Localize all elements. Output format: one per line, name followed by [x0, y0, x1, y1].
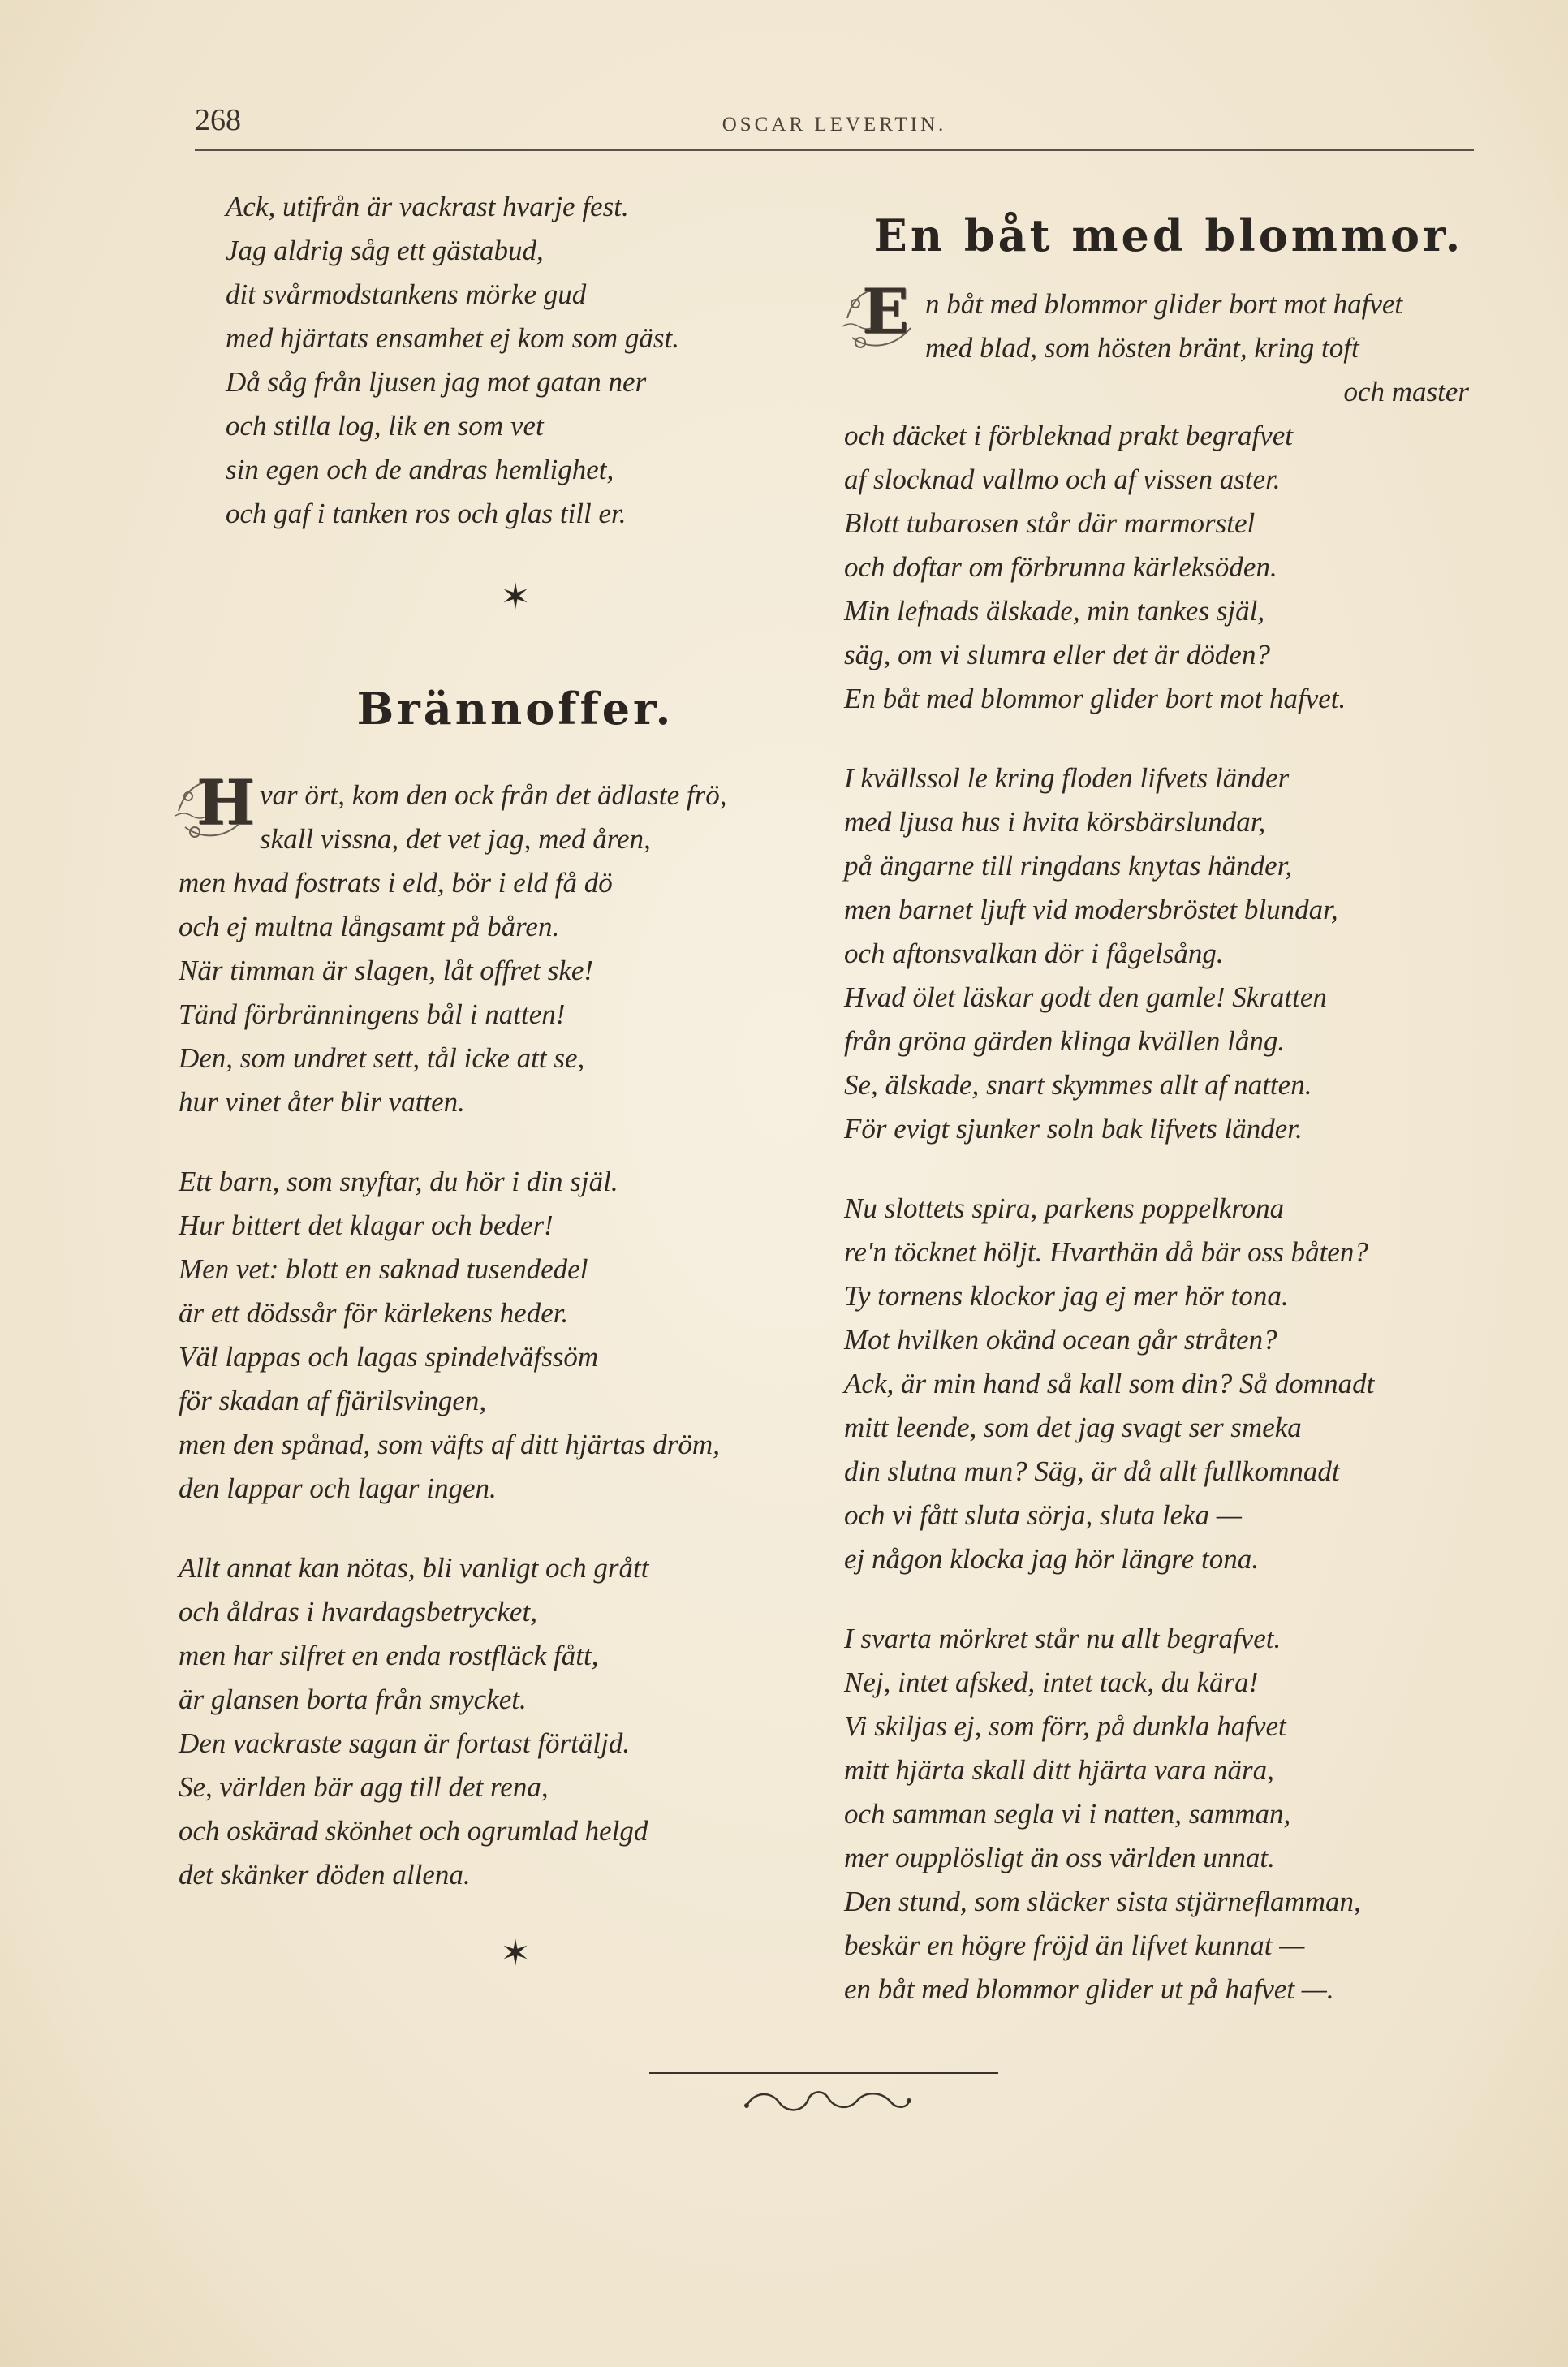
poem-line: Allt annat kan nötas, bli vanligt och grått — [179, 1552, 649, 1584]
stanza — [179, 1546, 820, 1897]
stanza — [179, 185, 820, 536]
dropcap-line — [179, 766, 820, 861]
poem-line: och aftonsvalkan dör i fågelsång. — [844, 938, 1224, 969]
poem-line: är ett dödssår för kärlekens heder. — [179, 1297, 569, 1329]
poem-title: Brännoffer. — [356, 683, 674, 735]
poem-line: med hjärtats ensamhet ej kom som gäst. — [226, 322, 679, 354]
stanza — [844, 275, 1493, 721]
poem-line: hur vinet åter blir vatten. — [179, 1086, 465, 1118]
poem-line: Den, som undret sett, tål icke att se, — [179, 1042, 585, 1074]
poem-line: beskär en högre fröjd än lifvet kunnat — — [844, 1929, 1305, 1961]
tailpiece-ornament — [649, 2065, 998, 2130]
poem-line: En båt med blommor glider bort mot hafvet. — [844, 683, 1346, 714]
poem-line: Ett barn, som snyftar, du hör i din själ. — [179, 1166, 618, 1197]
poem-line: och stilla log, lik en som vet — [226, 410, 544, 442]
poem-line: är glansen borta från smycket. — [179, 1684, 527, 1715]
poem-line: din slutna mun? Säg, är då allt fullkomnadt — [844, 1455, 1340, 1487]
poem-line: men hvad fostrats i eld, bör i eld få dö — [179, 867, 613, 899]
poem-line: och däcket i förbleknad prakt begrafvet — [844, 420, 1294, 451]
poem-line: från gröna gärden klinga kvällen lång. — [844, 1025, 1286, 1057]
poem-line: mitt hjärta skall ditt hjärta vara nära, — [844, 1754, 1274, 1786]
poem-line: Mot hvilken okänd ocean går stråten? — [844, 1324, 1277, 1356]
poem-line: Se, världen bär agg till det rena, — [179, 1771, 549, 1803]
poem-line: Den vackraste sagan är fortast förtäljd. — [179, 1727, 631, 1759]
poem-line: men har silfret en enda rostfläck fått, — [179, 1640, 599, 1671]
poem-line: I kvällssol le kring floden lifvets länder — [844, 762, 1290, 794]
poem-line: men den spånad, som väfts af ditt hjärtas dröm, — [179, 1429, 720, 1460]
dropcap-line — [844, 275, 1493, 414]
poem-line: med blad, som hösten bränt, kring toft — [925, 332, 1359, 364]
star-ornament: ✶ — [500, 577, 531, 617]
poem-line: Se, älskade, snart skymmes allt af natten. — [844, 1069, 1312, 1101]
poem-line: Den stund, som släcker sista stjärneflamman, — [844, 1886, 1361, 1917]
poem-line: ej någon klocka jag hör längre tona. — [844, 1543, 1259, 1575]
poem-line: mer oupplösligt än oss världen unnat. — [844, 1842, 1275, 1873]
poem-line: n båt med blommor glider bort mot hafvet — [925, 288, 1403, 320]
poem-line: I svarta mörkret står nu allt begrafvet. — [844, 1623, 1282, 1654]
poem-line: Ty tornens klockor jag ej mer hör tona. — [844, 1280, 1289, 1312]
stanza — [179, 766, 820, 1124]
poem-line: och doftar om förbrunna kärleksöden. — [844, 551, 1277, 583]
poem-line: Blott tubarosen står där marmorstel — [844, 507, 1256, 539]
running-title: OSCAR LEVERTIN. — [722, 114, 947, 136]
poem-line: för skadan af fjärilsvingen, — [179, 1385, 487, 1416]
stanza — [179, 1160, 820, 1511]
poem-line: dit svårmodstankens mörke gud — [226, 278, 587, 310]
poem-line: Hur bittert det klagar och beder! — [179, 1209, 554, 1241]
poem-line: men barnet ljuft vid modersbröstet blundar, — [844, 894, 1338, 925]
poem-line: Väl lappas och lagas spindelväfssöm — [179, 1341, 599, 1373]
poem-line: och oskärad skönhet och ogrumlad helgd — [179, 1815, 648, 1847]
poem-line: en båt med blommor glider ut på hafvet —. — [844, 1973, 1334, 2005]
poem-line: Nu slottets spira, parkens poppelkrona — [844, 1192, 1285, 1224]
poem-line: Jag aldrig såg ett gästabud, — [226, 235, 544, 266]
poem-line: och gaf i tanken ros och glas till er. — [226, 498, 627, 529]
poem-line: re'n töcknet höljt. Hvarthän då bär oss båten? — [844, 1236, 1368, 1268]
poem-line: säg, om vi slumra eller det är döden? — [844, 639, 1270, 670]
poem-line: Nej, intet afsked, intet tack, du kära! — [844, 1666, 1259, 1698]
poem-line: var ört, kom den ock från det ädlaste frö, — [260, 779, 727, 811]
poem-line: Men vet: blott en saknad tusendedel — [179, 1253, 588, 1285]
poem-line: Då såg från ljusen jag mot gatan ner — [226, 366, 647, 398]
stanza — [844, 757, 1493, 1151]
poem-line: sin egen och de andras hemlighet, — [226, 454, 614, 485]
page-number: 268 — [195, 103, 241, 137]
poem-line: och vi fått sluta sörja, sluta leka — — [844, 1499, 1242, 1531]
poem-line: Tänd förbränningens bål i natten! — [179, 998, 566, 1030]
stanza — [844, 1617, 1493, 2011]
dropcap-ornament — [170, 762, 268, 852]
stanza — [844, 1187, 1493, 1581]
poem-line: af slocknad vallmo och af vissen aster. — [844, 463, 1281, 495]
dropcap-ornament — [836, 271, 933, 360]
poem-line: För evigt sjunker soln bak lifvets länder. — [844, 1113, 1303, 1145]
poem-line: den lappar och lagar ingen. — [179, 1472, 497, 1504]
poem-line: Ack, utifrån är vackrast hvarje fest. — [226, 191, 629, 222]
poem-line: det skänker döden allena. — [179, 1859, 471, 1891]
poem-line: Min lefnads älskade, min tankes själ, — [844, 595, 1265, 627]
poem-title: En båt med blommor. — [873, 209, 1464, 261]
poem-line: skall vissna, det vet jag, med åren, — [260, 823, 651, 855]
poem-line: Vi skiljas ej, som förr, på dunkla hafvet — [844, 1710, 1286, 1742]
star-ornament: ✶ — [500, 1934, 531, 1973]
poem-line: mitt leende, som det jag svagt ser smeka — [844, 1412, 1302, 1443]
dropcap-letter: H — [196, 766, 255, 839]
poem-line: på ängarne till ringdans knytas händer, — [844, 850, 1293, 882]
poem-line: med ljusa hus i hvita körsbärslundar, — [844, 806, 1266, 838]
poem-line: och samman segla vi i natten, samman, — [844, 1798, 1291, 1830]
left-column — [179, 185, 820, 1974]
poem-line: Ack, är min hand så kall som din? Så domnadt — [844, 1368, 1375, 1399]
poem-line: och ej multna långsamt på båren. — [179, 911, 560, 942]
right-column — [844, 185, 1493, 2047]
poem-line: och åldras i hvardagsbetrycket, — [179, 1596, 537, 1628]
poem-line: Hvad ölet läskar godt den gamle! Skratten — [844, 981, 1327, 1013]
page-header — [195, 102, 1474, 151]
poem-line: och master — [1343, 376, 1469, 407]
header-rule — [195, 149, 1474, 151]
dropcap-letter: E — [862, 275, 909, 347]
poem-line: När timman är slagen, låt offret ske! — [179, 955, 594, 986]
